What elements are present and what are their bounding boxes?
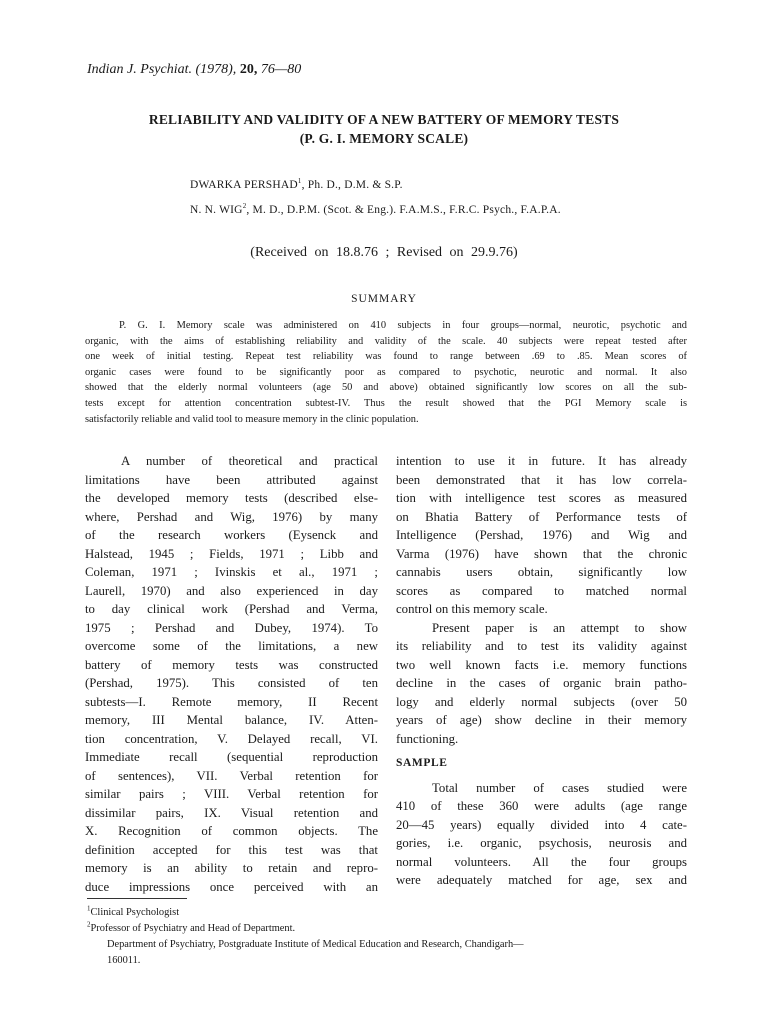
summary-line: tests except for attention concentration subtest-IV. Thus the result showed that the PGI Memory scale is bbox=[85, 397, 687, 409]
footnote-2 bbox=[87, 920, 296, 934]
author-2-mark: 2 bbox=[242, 202, 247, 211]
body-line: Coleman, 1971 ; Ivinskis et al., 1971 ; bbox=[85, 565, 378, 579]
author-1-mark: 1 bbox=[297, 177, 302, 186]
body-line: the developed memory tests (described else- bbox=[85, 491, 378, 505]
body-line: tion with intelligence test scores as measured bbox=[396, 491, 687, 505]
body-line: 410 of these 360 were adults (age range bbox=[396, 799, 687, 813]
body-line: duce impressions once perceived with an bbox=[85, 879, 378, 894]
summary-line: P. G. I. Memory scale was administered on 410 subjects in four groups—normal, neurotic, psychotic and bbox=[119, 320, 687, 331]
journal-volume: 20, bbox=[239, 62, 258, 77]
body-line: years of age) show decline in their memory bbox=[396, 713, 687, 727]
body-line: two well known facts i.e. memory functions bbox=[396, 657, 687, 672]
body-line: Total number of cases studied were bbox=[432, 780, 687, 795]
journal-year: (1978), bbox=[195, 62, 237, 77]
paper-title-line-2: (P. G. I. MEMORY SCALE) bbox=[299, 131, 469, 146]
body-line: tion concentration, V. Delayed recall, VI. bbox=[85, 731, 378, 746]
author-1 bbox=[190, 179, 403, 191]
summary-line: satisfactorily reliable and valid tool to measure memory in the clinic population. bbox=[85, 413, 419, 425]
body-line: Laurell, 1970) and also experienced in day bbox=[85, 583, 378, 598]
body-line: dissimilar pairs, IX. Visual retention and bbox=[85, 805, 378, 820]
body-line: overcome some of the limitations, a new bbox=[85, 639, 378, 653]
author-2-credentials: , M. D., D.P.M. (Scot. & Eng.). F.A.M.S., F.R.C. Psych., F.A.P.A. bbox=[246, 204, 561, 216]
body-right-column bbox=[396, 452, 687, 890]
author-1-name: DWARKA PERSHAD bbox=[190, 179, 298, 191]
body-line: similar pairs ; VIII. Verbal retention for bbox=[85, 787, 378, 801]
footnote-1-text: Clinical Psychologist bbox=[90, 907, 180, 918]
body-line: to day clinical work (Pershad and Verma, bbox=[85, 602, 378, 616]
body-line: decline in the cases of organic brain patho- bbox=[396, 676, 687, 690]
body-line: Intelligence (Pershad, 1976) and Wig and bbox=[396, 528, 687, 542]
summary-line: organic cases were found to be significantly poor as compared to psychotic, neurotic and normal. It also bbox=[85, 366, 687, 378]
body-line: memory, III Mental balance, IV. Atten- bbox=[85, 713, 378, 727]
body-line: cannabis users obtain, significantly low bbox=[396, 565, 687, 579]
body-line: memory is an ability to retain and repro- bbox=[85, 861, 378, 875]
body-line: intention to use it in future. It has already bbox=[396, 454, 687, 468]
journal-name: Indian J. Psychiat. bbox=[87, 62, 192, 77]
body-line: 1975 ; Pershad and Dubey, 1974). To bbox=[85, 620, 378, 635]
summary-line: showed that the elderly normal volunteers (age 50 and above) obtained significantly low scores on all the sub- bbox=[85, 382, 687, 394]
affiliation-line-2: 160011. bbox=[107, 955, 141, 966]
footnote-1 bbox=[87, 904, 180, 918]
body-line: Immediate recall (sequential reproduction bbox=[85, 750, 378, 764]
footnote-1-mark: 1 bbox=[87, 904, 91, 913]
footnote-divider bbox=[87, 898, 187, 899]
summary-abstract bbox=[85, 318, 687, 427]
body-line: subtests—I. Remote memory, II Recent bbox=[85, 694, 378, 709]
author-2-name: N. N. WIG bbox=[190, 204, 243, 216]
body-line: scores as compared to matched normal bbox=[396, 583, 687, 598]
footnote-2-mark: 2 bbox=[87, 920, 91, 929]
body-line: A number of theoretical and practical bbox=[121, 454, 378, 468]
body-line: where, Pershad and Wig, 1976) by many bbox=[85, 509, 378, 524]
body-line: Halstead, 1945 ; Fields, 1971 ; Libb and bbox=[85, 546, 378, 561]
sample-heading: SAMPLE bbox=[396, 757, 448, 769]
journal-pages: 76—80 bbox=[260, 62, 302, 77]
received-dates: (Received on 18.8.76 ; Revised on 29.9.76) bbox=[250, 245, 518, 260]
body-line: functioning. bbox=[396, 731, 459, 746]
author-1-credentials: , Ph. D., D.M. & S.P. bbox=[301, 179, 403, 191]
body-line: its reliability and to test its validity against bbox=[396, 639, 687, 653]
body-line: on Bhatia Battery of Performance tests of bbox=[396, 509, 687, 524]
author-2 bbox=[190, 204, 561, 216]
body-line: Present paper is an attempt to show bbox=[432, 620, 687, 635]
body-line: of the research workers (Eysenck and bbox=[85, 528, 378, 542]
body-line: normal volunteers. All the four groups bbox=[396, 854, 687, 869]
footnote-2-text: Professor of Psychiatry and Head of Department. bbox=[90, 923, 296, 934]
summary-heading: SUMMARY bbox=[351, 293, 417, 305]
paper-title-line-1: RELIABILITY AND VALIDITY OF A NEW BATTERY OF MEMORY TESTS bbox=[148, 112, 620, 127]
body-line: logy and elderly normal subjects (over 50 bbox=[396, 694, 687, 709]
body-line: definition accepted for this test was that bbox=[85, 842, 378, 857]
body-line: of sentences), VII. Verbal retention for bbox=[85, 768, 378, 783]
summary-line: organic, with the aims of establishing reliability and validity of the scale. 40 subjects were repeat tested after bbox=[85, 335, 687, 347]
affiliation-line-1: Department of Psychiatry, Postgraduate Institute of Medical Education and Research, Chandigarh— bbox=[107, 939, 524, 950]
summary-line: one week of initial testing. Repeat test reliability was found to range between .69 to .85. Mean scores of bbox=[85, 351, 687, 363]
body-line: control on this memory scale. bbox=[396, 602, 548, 616]
body-line: gories, i.e. organic, psychosis, neurosis and bbox=[396, 836, 687, 850]
body-line: battery of memory tests was constructed bbox=[85, 657, 378, 672]
body-line: (Pershad, 1975). This consisted of ten bbox=[85, 676, 378, 690]
body-line: were adequately matched for age, sex and bbox=[396, 873, 687, 887]
body-line: Varma (1976) have shown that the chronic bbox=[396, 546, 687, 561]
citation-line bbox=[87, 62, 301, 78]
body-line: X. Recognition of common objects. The bbox=[85, 824, 378, 838]
body-line: been demonstrated that it has low correla- bbox=[396, 472, 687, 487]
body-line: 20—45 years) equally divided into 4 cate- bbox=[396, 817, 687, 832]
body-line: limitations have been attributed against bbox=[85, 472, 378, 487]
body-left-column bbox=[85, 452, 378, 896]
